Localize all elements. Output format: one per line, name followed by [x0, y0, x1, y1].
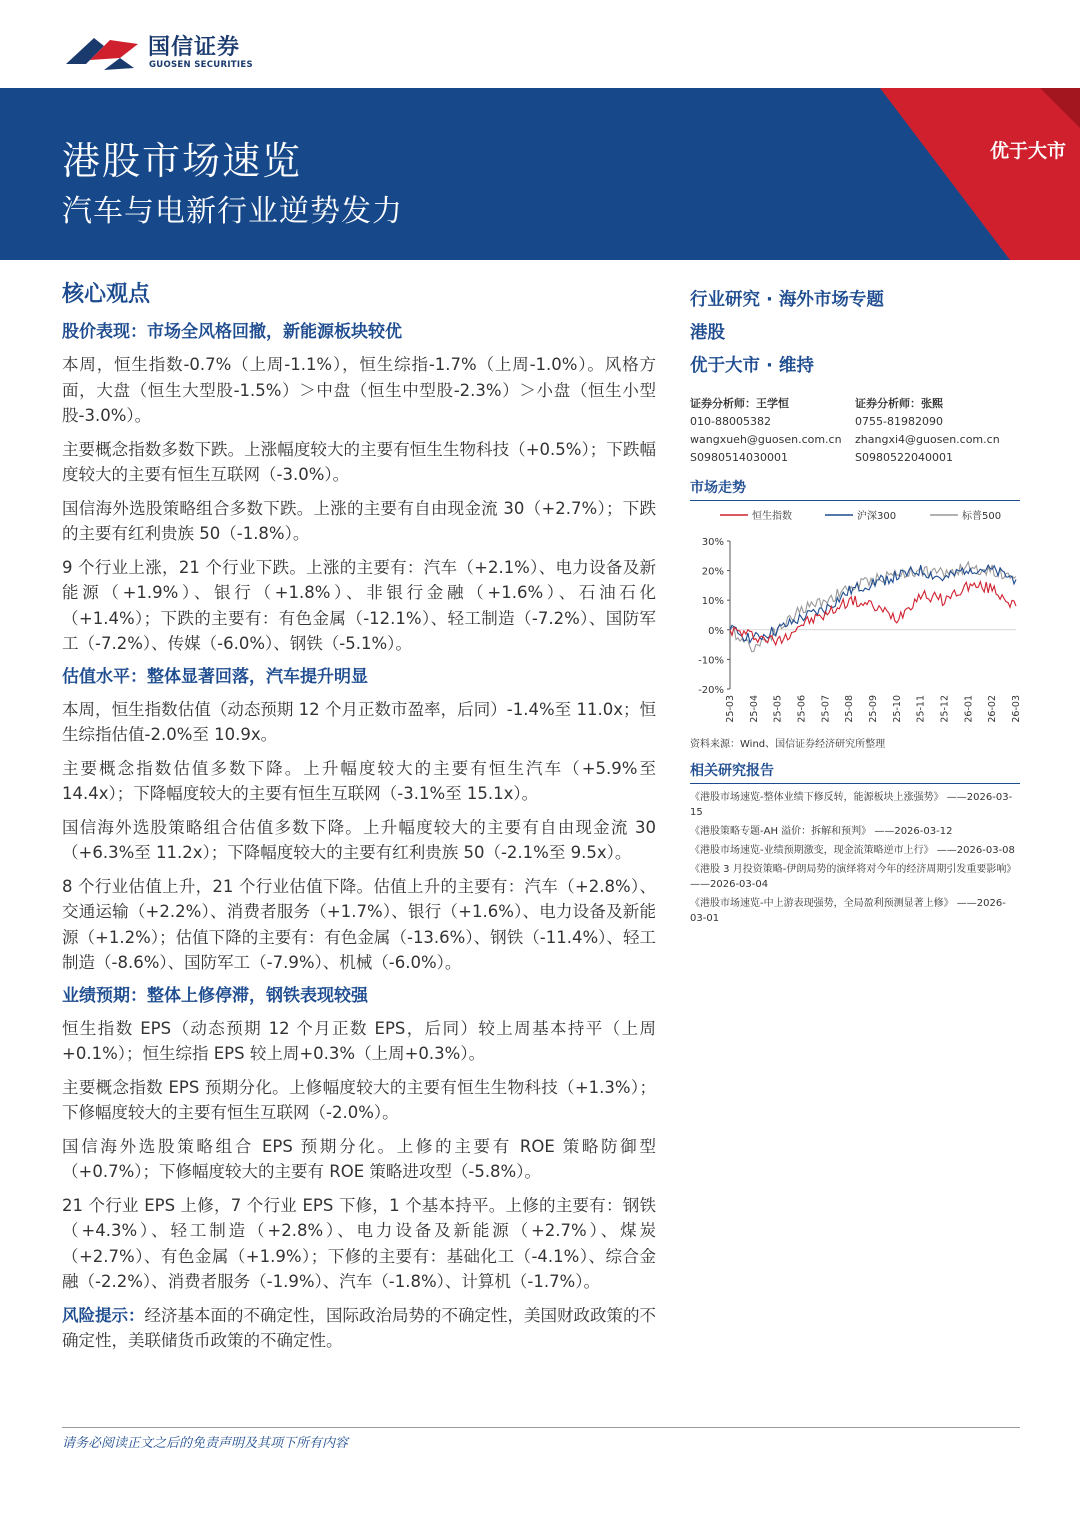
guosen-logo-icon: [64, 30, 140, 74]
analyst-cert: S0980522040001: [855, 451, 953, 464]
x-tick-label: 25-09: [868, 695, 879, 723]
market-label: 港股: [690, 323, 725, 343]
report-subtitle: 汽车与电新行业逆势发力: [62, 194, 403, 229]
paragraph: 本周，恒生指数估值（动态预期 12 个月正数市盈率，后同）-1.4%至 11.0x；恒生综指估值-2.0%至 10.9x。: [62, 699, 656, 744]
risk-text: 经济基本面的不确定性，国际政治局势的不确定性，美国财政政策的不确定性，美联储货币政策的不确定性。: [62, 1305, 656, 1350]
y-tick-label: 0%: [708, 625, 724, 637]
y-tick-label: -20%: [698, 685, 724, 696]
logo-text-en: GUOSEN SECURITIES: [149, 60, 253, 70]
sidebar: [690, 284, 1020, 930]
x-tick-label: 25-04: [748, 695, 760, 723]
report-title: 港股市场速览: [62, 139, 303, 183]
risk-warning: [62, 1303, 656, 1354]
analyst-card: [690, 395, 855, 467]
market-trend-heading: 市场走势: [690, 477, 1020, 501]
rating-badge: 优于大市: [989, 140, 1066, 162]
paragraph: 主要概念指数估值多数下降。上升幅度较大的主要有恒生汽车（+5.9%至 14.4x）；下降幅度较大的主要有恒生互联网（-3.1%至 15.1x）。: [62, 758, 656, 803]
section-heading-price: 股价表现：市场全风格回撤，新能源板块较优: [62, 322, 402, 342]
section-heading-earnings: 业绩预期：整体上修停滞，钢铁表现较强: [62, 985, 368, 1006]
analyst-card: [855, 395, 1020, 467]
related-report-link[interactable]: 《港股市场速览-整体业绩下修反转，能源板块上涨强势》 ——2026-03-15: [690, 792, 1013, 818]
x-tick-label: 25-11: [915, 695, 927, 723]
legend-label: 沪深300: [857, 511, 897, 522]
x-tick-label: 25-12: [939, 695, 951, 723]
market-trend-chart: [690, 501, 1020, 729]
x-tick-label: 26-02: [987, 695, 999, 723]
footer-divider: [62, 1427, 1020, 1428]
paragraph: 21 个行业 EPS 上修，7 个行业 EPS 下修，1 个基本持平。上修的主要有：钢铁（+4.3%）、轻工制造（+2.8%）、电力设备及新能源（+2.7%）、煤炭（+2.7%）、有色金属（+1.9%）；下修的主要有：基础化工（-4.1%）、综合金融（-2.2%）、消费者服务（-1.9%）、汽车（-1.8%）、计算机（-1.7%）。: [62, 1195, 656, 1291]
related-report-link[interactable]: 《港股策略专题-AH 溢价：拆解和预判》 ——2026-03-12: [690, 826, 953, 837]
paragraph: 恒生指数 EPS（动态预期 12 个月正数 EPS，后同）较上周基本持平（上周+0.1%）；恒生综指 EPS 较上周+0.3%（上周+0.3%）。: [62, 1018, 656, 1063]
paragraph: 9 个行业上涨，21 个行业下跌。上涨的主要有：汽车（+2.1%）、电力设备及新能源（+1.9%）、银行（+1.8%）、非银行金融（+1.6%）、石油石化（+1.4%）；下跌的主要有：有色金属（-12.1%）、轻工制造（-7.2%）、国防军工（-7.2%）、传媒（-6.0%）、钢铁（-5.1%）。: [62, 557, 656, 653]
analyst-name: 证券分析师：张熙: [855, 397, 943, 410]
paragraph: 主要概念指数 EPS 预期分化。上修幅度较大的主要有恒生生物科技（+1.3%）；下修幅度较大的主要有恒生互联网（-2.0%）。: [62, 1077, 656, 1122]
paragraph: 国信海外选股策略组合多数下跌。上涨的主要有自由现金流 30（+2.7%）；下跌的主要有红利贵族 50（-1.8%）。: [62, 498, 656, 543]
x-tick-label: 25-08: [844, 695, 856, 723]
x-tick-label: 26-01: [963, 695, 975, 723]
y-tick-label: -10%: [698, 655, 724, 667]
y-tick-label: 30%: [701, 537, 724, 548]
y-tick-label: 10%: [701, 596, 724, 608]
paragraph: 本周，恒生指数-0.7%（上周-1.1%），恒生综指-1.7%（上周-1.0%）。风格方面，大盘（恒生大型股-1.5%）＞中盘（恒生中型股-2.3%）＞小盘（恒生小型股-3.0%）。: [62, 355, 656, 425]
analyst-name: 证券分析师：王学恒: [690, 397, 789, 410]
chart-svg: [690, 501, 1020, 729]
related-report-link[interactable]: 《港股 3 月投资策略-伊朗局势的演绎将对今年的经济周期引发重要影响》 ——2026-03-04: [690, 864, 1017, 890]
analyst-email[interactable]: zhangxi4@guosen.com.cn: [855, 433, 1000, 446]
analyst-phone: 010-88005382: [690, 415, 771, 428]
main-content: [62, 280, 656, 1362]
logo-text-cn: 国信证券: [148, 35, 241, 60]
related-report-link[interactable]: 《港股市场速览-中上游表现强势，全局盈利预测显著上修》 ——2026-03-01: [690, 898, 1006, 924]
x-tick-label: 25-10: [891, 695, 903, 723]
analyst-email[interactable]: wangxueh@guosen.com.cn: [690, 433, 842, 446]
x-tick-label: 25-07: [820, 695, 832, 723]
analyst-phone: 0755-81982090: [855, 415, 943, 428]
title-banner: [0, 88, 1080, 260]
legend-label: 标普500: [962, 511, 1002, 522]
legend-label: 恒生指数: [752, 511, 792, 522]
x-tick-label: 25-03: [725, 695, 736, 723]
analyst-list: [690, 395, 1020, 467]
analyst-cert: S0980514030001: [690, 451, 788, 464]
related-report-link[interactable]: 《港股市场速览-业绩预期激变，现金流策略逆市上行》 ——2026-03-08: [690, 845, 1015, 856]
logo: [64, 26, 264, 76]
y-tick-label: 20%: [701, 566, 724, 578]
risk-label: 风险提示：: [62, 1305, 145, 1325]
x-tick-label: 26-03: [1011, 695, 1022, 723]
x-tick-label: 25-06: [796, 695, 808, 723]
paragraph: 国信海外选股策略组合 EPS 预期分化。上修的主要有 ROE 策略防御型（+0.7%）；下修幅度较大的主要有 ROE 策略进攻型（-5.8%）。: [62, 1136, 656, 1181]
series-line-1: [730, 565, 1016, 643]
x-tick-label: 25-05: [772, 695, 784, 723]
report-category: 行业研究 · 海外市场专题: [690, 290, 884, 310]
related-reports-heading: 相关研究报告: [690, 760, 1020, 784]
paragraph: 主要概念指数多数下跌。上涨幅度较大的主要有恒生生物科技（+0.5%）；下跌幅度较大的主要有恒生互联网（-3.0%）。: [62, 439, 656, 484]
section-heading-valuation: 估值水平：整体显著回落，汽车提升明显: [62, 666, 368, 687]
footer-disclaimer: 请务必阅读正文之后的免责声明及其项下所有内容: [62, 1436, 349, 1451]
chart-source: 资料来源：Wind、国信证券经济研究所整理: [690, 739, 886, 750]
paragraph: 8 个行业估值上升，21 个行业估值下降。估值上升的主要有：汽车（+2.8%）、交通运输（+2.2%）、消费者服务（+1.7%）、银行（+1.6%）、电力设备及新能源（+1.2%）；估值下降的主要有：有色金属（-13.6%）、钢铁（-11.4%）、轻工制造（-8.6%）、国防军工（-7.9%）、机械（-6.0%）。: [62, 876, 656, 972]
rating-label: 优于大市 · 维持: [690, 356, 814, 376]
related-reports-list: [690, 790, 1020, 926]
paragraph: 国信海外选股策略组合估值多数下降。上升幅度较大的主要有自由现金流 30（+6.3%至 11.2x）；下降幅度较大的主要有红利贵族 50（-2.1%至 9.5x）。: [62, 817, 656, 862]
core-view-heading: 核心观点: [62, 282, 151, 307]
